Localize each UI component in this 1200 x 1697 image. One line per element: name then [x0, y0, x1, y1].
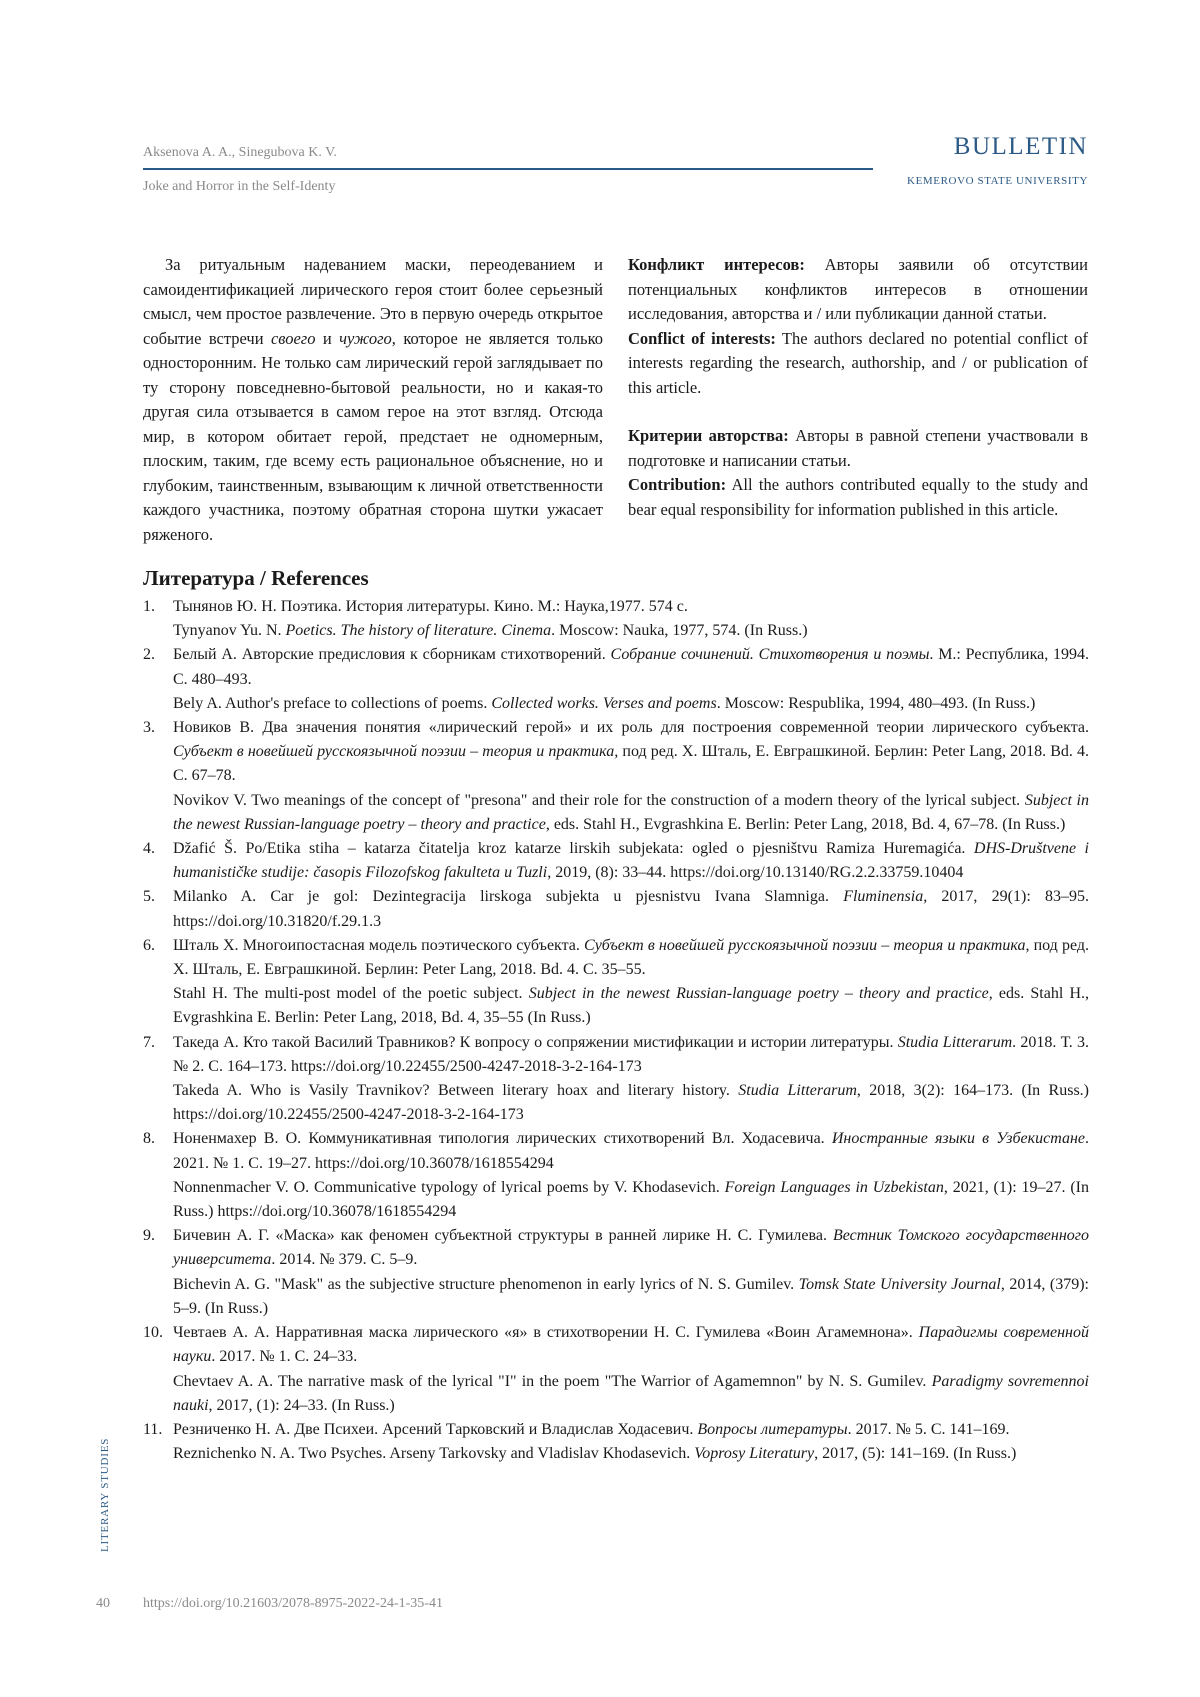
- reference-text: . Moscow: Nauka, 1977, 574. (In Russ.): [551, 622, 808, 640]
- reference-source-title: Субъект в новейшей русскоязычной поэзии – теория и практика,: [173, 743, 619, 761]
- reference-text: , 2019, (8): 33–44. https://doi.org/10.13140/RG.2.2.33759.10404: [547, 864, 964, 882]
- reference-source-title: Субъект в новейшей русскоязычной поэзии – теория и практика: [584, 936, 1026, 954]
- reference-item: [143, 934, 1089, 1031]
- header-article-title: Joke and Horror in the Self-Identy: [143, 179, 336, 194]
- reference-item: [143, 716, 1089, 837]
- reference-text: Nonnenmacher V. O. Communicative typology of lyrical poems by V. Khodasevich.: [173, 1178, 725, 1196]
- journal-brand: [907, 134, 1088, 187]
- reference-number: 4.: [143, 840, 155, 858]
- reference-source-title: Парадигмы современной науки: [173, 1324, 1089, 1366]
- body-text: За ритуальным надеванием маски, переодеванием и самоидентификацией лирического героя стоит более серьезный смысл, чем простое развлечение. Это в первую очередь открытое событие встречи: [143, 255, 603, 348]
- reference-text: Reznichenko N. A. Two Psyches. Arseny Tarkovsky and Vladislav Khodasevich.: [173, 1445, 695, 1463]
- reference-ru: [173, 1418, 1089, 1442]
- reference-item: [143, 643, 1089, 716]
- body-italic: своего: [270, 328, 316, 348]
- contribution-en-label: Contribution:: [628, 475, 727, 494]
- conflict-ru-text: Авторы заявили об отсутствии потенциальных конфликтов интересов в отношении исследования, авторства и / или публикации данной статьи.: [628, 255, 1088, 323]
- conflict-ru-label: Конфликт интересов:: [628, 255, 805, 274]
- reference-source-title: Voprosy Literatury: [694, 1445, 815, 1463]
- body-column: [143, 253, 603, 547]
- reference-source-title: Вопросы литературы: [697, 1420, 848, 1438]
- reference-text: Chevtaev A. A. The narrative mask of the lyrical "I" in the poem "The Warrior of Agamemnon" by N. S. Gumilev.: [173, 1372, 932, 1390]
- reference-source-title: Studia Litterarum: [738, 1082, 857, 1100]
- reference-en: [173, 1176, 1089, 1224]
- reference-text: Džafić Š. Po/Etika stiha – katarza čitatelja kroz katarze lirskih subjekata: ogled o pjesništvu Ramiza Huremagića.: [173, 840, 974, 858]
- reference-item: [143, 1224, 1089, 1321]
- reference-number: 6.: [143, 936, 155, 954]
- reference-text: , 2021, (1): 19–27. (In Russ.) https://doi.org/10.36078/1618554294: [173, 1178, 1089, 1221]
- conflict-en-label: Conflict of interests:: [628, 328, 776, 348]
- page-number: 40: [96, 1596, 110, 1611]
- reference-text: , 2017, (1): 24–33. (In Russ.): [208, 1396, 395, 1414]
- reference-text: Milanko A. Car je gol: Dezintegracija lirskoga subjekta u pjesnistvu Ivana Slamniga.: [173, 888, 844, 906]
- reference-text: . 2017. № 1. С. 24–33.: [211, 1348, 358, 1366]
- contribution-en-text: All the authors contributed equally to the study and bear equal responsibility for information published in this article.: [628, 475, 1088, 519]
- reference-source-title: Foreign Languages in Uzbekistan: [724, 1178, 944, 1196]
- reference-number: 8.: [143, 1130, 155, 1148]
- authorship-ru-label: Критерии авторства:: [628, 426, 789, 445]
- reference-text: Такеда А. Кто такой Василий Травников? К вопросу о сопряжении мистификации и истории литературы.: [173, 1033, 898, 1051]
- conflict-en-text: The authors declared no potential conflict of interests regarding the research, authorship, and / or publication of this article.: [628, 328, 1088, 397]
- reference-en: [173, 789, 1089, 837]
- footer-doi[interactable]: https://doi.org/10.21603/2078-8975-2022-24-1-35-41: [143, 1596, 443, 1611]
- reference-ru: [173, 1224, 1089, 1272]
- references-heading: Литература / References: [143, 566, 369, 590]
- reference-source-title: Collected works. Verses and poems: [491, 694, 717, 712]
- reference-ru: [173, 595, 1089, 619]
- conflict-en: [628, 327, 1088, 401]
- reference-text: Novikov V. Two meanings of the concept of "presona" and their role for the construction of a modern theory of the lyrical subject.: [173, 791, 1025, 809]
- reference-text: . 2018. Т. 3. № 2. С. 164–173. https://doi.org/10.22455/2500-4247-2018-3-2-164-173: [173, 1033, 1090, 1075]
- conflict-ru: [628, 253, 1088, 327]
- authorship-ru: [628, 424, 1088, 473]
- reference-number: 10.: [143, 1324, 163, 1342]
- header-authors: Aksenova A. A., Sinegubova K. V.: [143, 145, 873, 170]
- contribution-en: [628, 473, 1088, 522]
- body-paragraph: [143, 253, 603, 547]
- reference-source-title: Иностранные языки в Узбекистане: [831, 1130, 1085, 1148]
- reference-item: [143, 1418, 1089, 1466]
- reference-source-title: Subject in the newest Russian-language poetry – theory and practice: [173, 791, 1089, 833]
- reference-item: [143, 595, 1089, 643]
- reference-ru: [173, 643, 1089, 691]
- reference-text: Bichevin A. G. "Mask" as the subjective structure phenomenon in early lyrics of N. S. Gumilev.: [173, 1275, 799, 1293]
- reference-text: , под ред. Х. Шталь, Е. Евграшкиной. Берлин: Peter Lang, 2018. Bd. 4. С. 35–55.: [173, 936, 1089, 979]
- reference-number: 2.: [143, 646, 155, 664]
- reference-text: Чевтаев А. А. Нарративная маска лирического «я» в стихотворении Н. С. Гумилева «Воин Агамемнона».: [173, 1324, 919, 1342]
- reference-text: . 2017. № 5. С. 141–169.: [847, 1420, 1010, 1438]
- reference-source-title: Tomsk State University Journal: [798, 1275, 1001, 1293]
- reference-en: [173, 1273, 1089, 1321]
- reference-number: 7.: [143, 1033, 155, 1051]
- reference-en: [173, 692, 1089, 716]
- reference-en: [173, 1370, 1089, 1418]
- reference-text: Бичевин А. Г. «Маска» как феномен субъектной структуры в ранней лирике Н. С. Гумилева.: [173, 1227, 833, 1245]
- reference-text: , 2017, (5): 141–169. (In Russ.): [814, 1445, 1017, 1463]
- reference-number: 3.: [143, 719, 155, 737]
- reference-en: [173, 619, 1089, 643]
- reference-text: Ноненмахер В. О. Коммуникативная типология лирических стихотворений Вл. Ходасевича.: [173, 1130, 832, 1148]
- reference-number: 9.: [143, 1227, 155, 1245]
- reference-text: , 2018, 3(2): 164–173. (In Russ.) https://doi.org/10.22455/2500-4247-2018-3-2-164-173: [173, 1082, 1090, 1124]
- reference-number: 1.: [143, 598, 155, 615]
- reference-source-title: Собрание сочинений. Стихотворения и поэмы: [610, 646, 930, 664]
- reference-text: , 2017, 29(1): 83–95. https://doi.org/10.31820/f.29.1.3: [173, 888, 1089, 930]
- spacer: [628, 400, 1088, 424]
- reference-source-title: Вестник Томского государственного университета: [173, 1227, 1089, 1269]
- reference-text: Шталь Х. Многоипостасная модель поэтического субъекта.: [173, 936, 585, 954]
- reference-source-title: Studia Litterarum: [897, 1033, 1013, 1051]
- body-italic: чужого: [339, 328, 392, 348]
- reference-number: 11.: [143, 1420, 163, 1438]
- reference-item: [143, 837, 1089, 885]
- reference-ru: [173, 1321, 1089, 1369]
- section-side-label: LITERARY STUDIES: [99, 1437, 111, 1552]
- reference-text: Bely A. Author's preface to collections of poems.: [173, 694, 492, 712]
- reference-en: [173, 1079, 1089, 1127]
- journal-title: BULLETIN: [953, 133, 1088, 160]
- reference-text: Tynyanov Yu. N.: [173, 622, 286, 640]
- reference-ru: [173, 1127, 1089, 1175]
- reference-text: . 2014. № 379. С. 5–9.: [271, 1251, 418, 1269]
- reference-source-title: Paradigmy sovremennoi nauki: [173, 1372, 1090, 1414]
- reference-item: [143, 1031, 1089, 1128]
- reference-text: Takeda A. Who is Vasily Travnikov? Between literary hoax and literary history.: [173, 1082, 739, 1100]
- body-text: и: [315, 328, 340, 348]
- references-list: [143, 595, 1089, 1466]
- reference-text: Новиков В. Два значения понятия «лирический герой» и их роль для построения современной теории лирического субъекта.: [173, 719, 1089, 737]
- reference-ru: [173, 885, 1089, 933]
- reference-en: [173, 1442, 1089, 1466]
- journal-university: KEMEROVO STATE UNIVERSITY: [907, 175, 1088, 187]
- reference-text: , eds. Stahl H., Evgrashkina E. Berlin: Peter Lang, 2018, Bd. 4, 67–78. (In Russ.): [545, 815, 1066, 833]
- reference-source-title: Fluminensia: [843, 888, 924, 906]
- reference-item: [143, 1321, 1089, 1418]
- reference-text: под ред. Х. Шталь, Е. Евграшкиной. Берлин: Peter Lang, 2018. Bd. 4. С. 67–78.: [173, 743, 1090, 785]
- reference-text: . М.: Республика, 1994. С. 480–493.: [173, 646, 1090, 688]
- authorship-ru-text: Авторы в равной степени участвовали в подготовке и написании статьи.: [628, 426, 1088, 470]
- body-text: , которое не является только односторонним. Не только сам лирический герой заглядывает по ту сторону повседневно-бытовой реальности, но и какая-то другая сила отзывается в самом герое на этот взгляд. Отсюда мир, в котором обитает герой, предстает не одномерным, плоским, таким, где всему есть рациональное объяснение, но и глубоким, таинственным, взывающим к личной ответственности каждого участника, поэтому обратная сторона шутки ужасает ряженого.: [143, 328, 604, 544]
- reference-text: Белый А. Авторские предисловия к сборникам стихотворений.: [173, 646, 611, 664]
- reference-text: Резниченко Н. А. Две Психеи. Арсений Тарковский и Владислав Ходасевич.: [173, 1420, 698, 1438]
- reference-text: . 2021. № 1. С. 19–27. https://doi.org/10.36078/1618554294: [173, 1130, 1089, 1172]
- declarations-column: [628, 253, 1088, 522]
- reference-ru: [173, 716, 1089, 789]
- reference-text: . Moscow: Respublika, 1994, 480–493. (In Russ.): [716, 694, 1036, 712]
- reference-source-title: Subject in the newest Russian-language poetry – theory and practice: [528, 985, 989, 1003]
- reference-text: Тынянов Ю. Н. Поэтика. История литературы. Кино. М.: Наука,1977. 574 с.: [173, 598, 688, 615]
- reference-text: Stahl H. The multi-post model of the poetic subject.: [173, 985, 529, 1003]
- reference-number: 5.: [143, 888, 155, 906]
- reference-item: [143, 1127, 1089, 1224]
- reference-source-title: DHS-Društvene i humanističke studije: časopis Filozofskog fakulteta u Tuzli: [173, 840, 1090, 882]
- reference-source-title: Poetics. The history of literature. Cinema: [285, 622, 552, 640]
- reference-ru: [173, 837, 1089, 885]
- reference-item: [143, 885, 1089, 933]
- reference-text: , 2014, (379): 5–9. (In Russ.): [173, 1275, 1089, 1317]
- reference-en: [173, 982, 1089, 1030]
- header-left: [143, 145, 873, 195]
- reference-ru: [173, 934, 1089, 982]
- reference-ru: [173, 1031, 1089, 1079]
- reference-text: , eds. Stahl H., Evgrashkina E. Berlin: Peter Lang, 2018, Bd. 4, 35–55 (In Russ.): [173, 985, 1089, 1027]
